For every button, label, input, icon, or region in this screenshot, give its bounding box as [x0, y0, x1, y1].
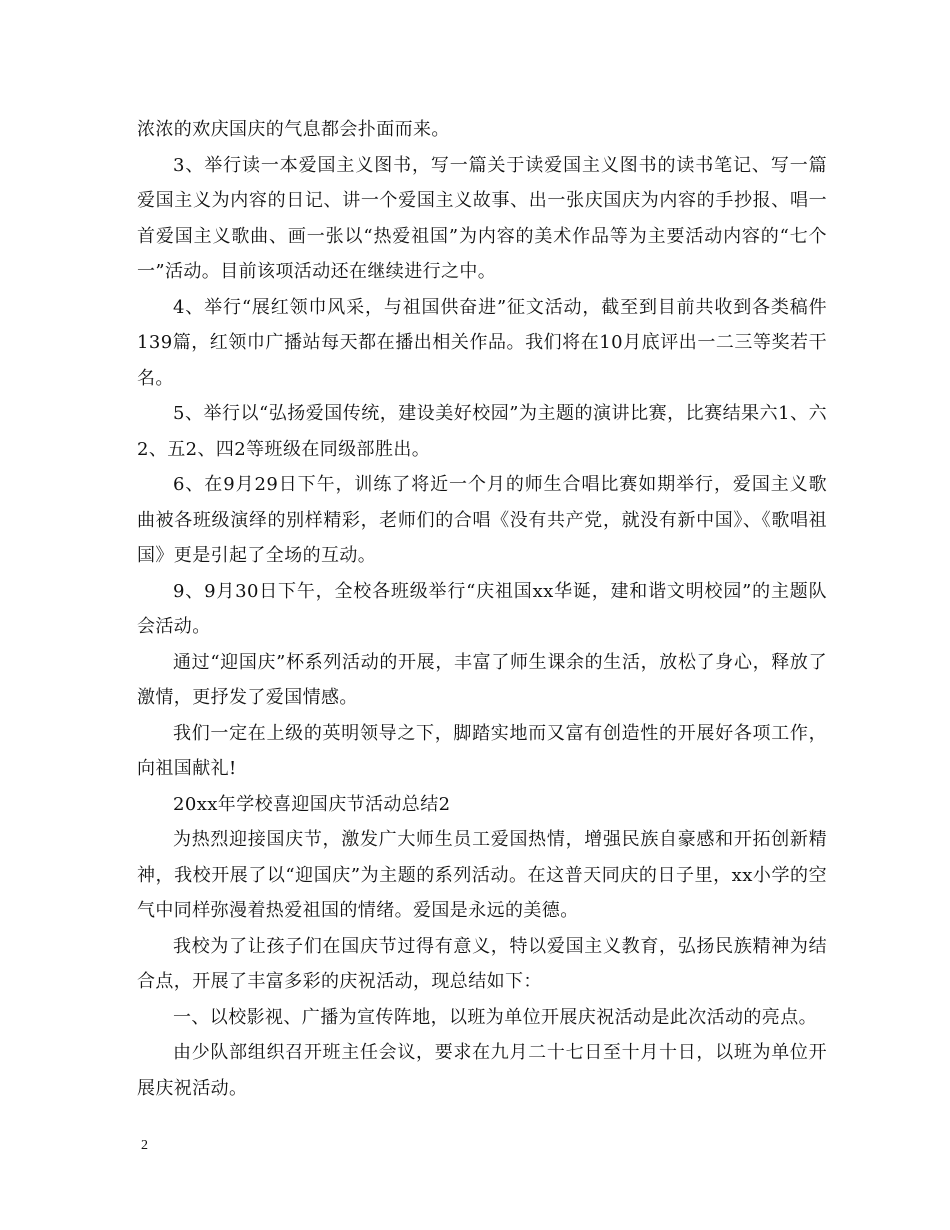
- document-body: [137, 112, 827, 1106]
- paragraph-item-5: 5、举行以“弘扬爱国传统，建设美好校园”为主题的演讲比赛，比赛结果六1、六2、五2、四2等班级在同级部胜出。: [137, 403, 827, 460]
- paragraph-summary: 通过“迎国庆”杯系列活动的开展，丰富了师生课余的生活，放松了身心，释放了激情，更抒发了爱国情感。: [137, 651, 827, 708]
- paragraph-item-3: 3、举行读一本爱国主义图书，写一篇关于读爱国主义图书的读书笔记、写一篇爱国主义为内容的日记、讲一个爱国主义故事、出一张庆国庆为内容的手抄报、唱一首爱国主义歌曲、画一张以“热爱祖国”为内容的美术作品等为主要活动内容的“七个一”活动。目前该项活动还在继续进行之中。: [137, 154, 827, 282]
- paragraph-item-4: 4、举行“展红领巾风采，与祖国供奋进”征文活动，截至到目前共收到各类稿件139篇，红领巾广播站每天都在播出相关作品。我们将在10月底评出一二三等奖若干名。: [137, 296, 827, 389]
- paragraph-closing: 我们一定在上级的英明领导之下，脚踏实地而又富有创造性的开展好各项工作，向祖国献礼!: [137, 722, 827, 779]
- section-heading: 20xx年学校喜迎国庆节活动总结2: [173, 793, 451, 815]
- paragraph-intro: 为热烈迎接国庆节，激发广大师生员工爱国热情，增强民族自豪感和开拓创新精神，我校开展了以“迎国庆”为主题的系列活动。在这普天同庆的日子里，xx小学的空气中同样弥漫着热爱祖国的情绪。爱国是永远的美德。: [137, 829, 827, 921]
- paragraph-point-one: 一、以校影视、广播为宣传阵地，以班为单位开展庆祝活动是此次活动的亮点。: [173, 1006, 817, 1028]
- paragraph-meeting: 由少队部组织召开班主任会议，要求在九月二十七日至十月十日，以班为单位开展庆祝活动。: [137, 1042, 827, 1099]
- paragraph-purpose: 我校为了让孩子们在国庆节过得有意义，特以爱国主义教育，弘扬民族精神为结合点，开展了丰富多彩的庆祝活动，现总结如下：: [137, 935, 827, 992]
- paragraph-item-6: 6、在9月29日下午，训练了将近一个月的师生合唱比赛如期举行，爱国主义歌曲被各班级演绎的别样精彩，老师们的合唱《没有共产党，就没有新中国》、《歌唱祖国》更是引起了全场的互动。: [137, 474, 827, 566]
- paragraph-item-9: 9、9月30日下午，全校各班级举行“庆祖国xx华诞，建和谐文明校园”的主题队会活动。: [137, 580, 827, 637]
- page-number: 2: [141, 1138, 148, 1153]
- paragraph-continuation: 浓浓的欢庆国庆的气息都会扑面而来。: [137, 119, 450, 140]
